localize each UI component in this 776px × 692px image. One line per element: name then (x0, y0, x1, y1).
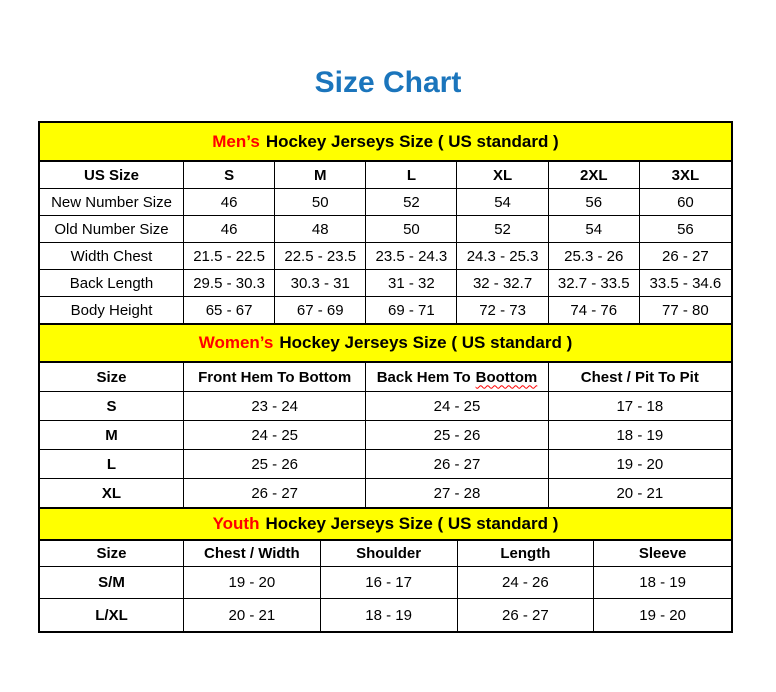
men-header-m: M (275, 162, 366, 189)
men-value-cell: 54 (549, 216, 640, 243)
women-value-cell: 26 - 27 (366, 450, 548, 479)
women-header-chest: Chest / Pit To Pit (549, 363, 731, 392)
women-row-label: L (40, 450, 184, 479)
men-row-label: Body Height (40, 297, 184, 324)
men-band-highlight: Men’s (212, 131, 260, 151)
women-header-misspelled-word: Boottom (475, 368, 538, 386)
men-row-label: New Number Size (40, 189, 184, 216)
youth-value-cell: 24 - 26 (458, 567, 595, 599)
men-value-cell: 26 - 27 (640, 243, 731, 270)
men-value-cell: 52 (457, 216, 548, 243)
youth-value-cell: 20 - 21 (184, 599, 321, 631)
men-header-l: L (366, 162, 457, 189)
men-value-cell: 29.5 - 30.3 (184, 270, 275, 297)
men-header-xl: XL (457, 162, 548, 189)
women-row-label: M (40, 421, 184, 450)
youth-band-highlight: Youth (212, 514, 260, 533)
men-value-cell: 60 (640, 189, 731, 216)
women-band-highlight: Women’s (198, 333, 274, 352)
women-value-cell: 17 - 18 (549, 392, 731, 421)
women-value-cell: 23 - 24 (184, 392, 366, 421)
men-section-band (40, 123, 731, 162)
men-value-cell: 69 - 71 (366, 297, 457, 324)
men-row-label: Back Length (40, 270, 184, 297)
men-value-cell: 74 - 76 (549, 297, 640, 324)
men-value-cell: 67 - 69 (275, 297, 366, 324)
men-value-cell: 56 (640, 216, 731, 243)
youth-value-cell: 18 - 19 (594, 567, 731, 599)
youth-band-text: Hockey Jerseys Size ( US standard ) (265, 514, 559, 533)
youth-header-chest-width: Chest / Width (184, 541, 321, 567)
men-value-cell: 32.7 - 33.5 (549, 270, 640, 297)
men-value-cell: 24.3 - 25.3 (457, 243, 548, 270)
youth-header-sleeve: Sleeve (594, 541, 731, 567)
youth-section-band (40, 508, 731, 541)
women-value-cell: 20 - 21 (549, 479, 731, 508)
women-header-back-hem (366, 363, 548, 392)
men-header-3xl: 3XL (640, 162, 731, 189)
men-value-cell: 52 (366, 189, 457, 216)
youth-value-cell: 19 - 20 (184, 567, 321, 599)
youth-value-cell: 18 - 19 (321, 599, 458, 631)
men-value-cell: 21.5 - 22.5 (184, 243, 275, 270)
women-value-cell: 26 - 27 (184, 479, 366, 508)
men-header-2xl: 2XL (549, 162, 640, 189)
men-value-cell: 65 - 67 (184, 297, 275, 324)
women-section-band (40, 324, 731, 363)
women-value-cell: 25 - 26 (184, 450, 366, 479)
women-header-front-hem: Front Hem To Bottom (184, 363, 366, 392)
youth-value-cell: 19 - 20 (594, 599, 731, 631)
men-value-cell: 31 - 32 (366, 270, 457, 297)
women-row-label: XL (40, 479, 184, 508)
women-value-cell: 25 - 26 (366, 421, 548, 450)
men-value-cell: 32 - 32.7 (457, 270, 548, 297)
size-chart-table (38, 121, 733, 633)
page-title: Size Chart (314, 66, 462, 99)
women-band-text: Hockey Jerseys Size ( US standard ) (279, 333, 573, 352)
youth-value-cell: 26 - 27 (458, 599, 595, 631)
men-value-cell: 33.5 - 34.6 (640, 270, 731, 297)
men-value-cell: 56 (549, 189, 640, 216)
youth-size-table (40, 541, 731, 631)
youth-header-shoulder: Shoulder (321, 541, 458, 567)
men-header-us-size: US Size (40, 162, 184, 189)
women-value-cell: 24 - 25 (366, 392, 548, 421)
men-value-cell: 46 (184, 216, 275, 243)
men-value-cell: 77 - 80 (640, 297, 731, 324)
men-size-table (40, 162, 731, 324)
men-value-cell: 25.3 - 26 (549, 243, 640, 270)
women-size-table (40, 363, 731, 508)
men-header-s: S (184, 162, 275, 189)
men-row-label: Old Number Size (40, 216, 184, 243)
youth-value-cell: 16 - 17 (321, 567, 458, 599)
women-header-back-hem-prefix: Back Hem To (376, 368, 471, 386)
women-row-label: S (40, 392, 184, 421)
men-value-cell: 50 (366, 216, 457, 243)
women-value-cell: 24 - 25 (184, 421, 366, 450)
men-value-cell: 23.5 - 24.3 (366, 243, 457, 270)
men-value-cell: 30.3 - 31 (275, 270, 366, 297)
men-row-label: Width Chest (40, 243, 184, 270)
men-band-text: Hockey Jerseys Size ( US standard ) (265, 131, 559, 151)
women-header-size: Size (40, 363, 184, 392)
youth-header-size: Size (40, 541, 184, 567)
women-value-cell: 19 - 20 (549, 450, 731, 479)
men-value-cell: 72 - 73 (457, 297, 548, 324)
youth-header-length: Length (458, 541, 595, 567)
men-value-cell: 48 (275, 216, 366, 243)
youth-row-label: L/XL (40, 599, 184, 631)
men-value-cell: 50 (275, 189, 366, 216)
youth-row-label: S/M (40, 567, 184, 599)
men-value-cell: 46 (184, 189, 275, 216)
women-value-cell: 18 - 19 (549, 421, 731, 450)
men-value-cell: 54 (457, 189, 548, 216)
men-value-cell: 22.5 - 23.5 (275, 243, 366, 270)
women-value-cell: 27 - 28 (366, 479, 548, 508)
